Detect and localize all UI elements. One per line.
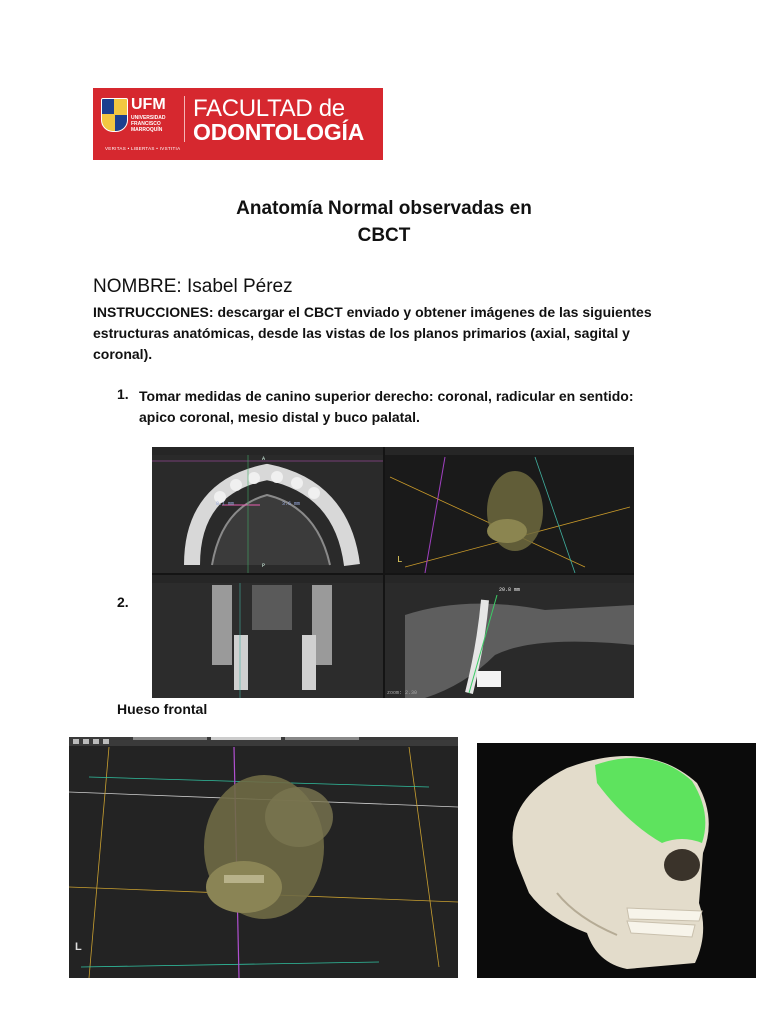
axial-measurement-label: 3.6 mm (282, 501, 301, 507)
faculty-logo-banner (93, 88, 383, 160)
coronal-view-panel (152, 575, 383, 698)
item-number: 1. (117, 386, 129, 402)
document-title-line1: Anatomía Normal observadas en (236, 198, 532, 219)
volume-render-image (385, 447, 634, 573)
orientation-marker: P (262, 563, 266, 569)
logo-motto: VERITAS • LIBERTAS • IVSTITIA (105, 146, 181, 151)
logo-university-line: MARROQUÍN (131, 127, 163, 133)
coronal-slice-image (152, 575, 383, 698)
sagittal-measurement-label: 20.8 mm (499, 587, 521, 593)
zoom-readout: zoom: 2.30 (387, 690, 418, 696)
instructions-label: INSTRUCCIONES: (93, 304, 214, 320)
name-value: Isabel Pérez (186, 276, 293, 297)
skull-frontal-bone-illustration (477, 743, 756, 978)
orientation-marker: L (75, 941, 82, 953)
axial-slice-image (152, 447, 383, 573)
item-text: Tomar medidas de canino superior derecho: coronal, radicular en sentido: apico coronal, mesio distal y buco palatal. (139, 388, 634, 425)
cbct-multiplanar-figure (152, 447, 634, 698)
logo-university-line: UNIVERSIDAD (131, 115, 166, 121)
logo-university-line: FRANCISCO (131, 121, 161, 127)
orientation-marker: A (262, 456, 266, 462)
item-number: 2. (117, 594, 129, 610)
sagittal-slice-image (385, 575, 634, 698)
volume-render-panel (385, 447, 634, 573)
orientation-marker: L (397, 555, 403, 565)
logo-faculty-line2: ODONTOLOGÍA (193, 119, 365, 145)
university-crest-icon (101, 98, 128, 132)
instructions-paragraph (93, 302, 653, 365)
axial-measurement-label: 8.1 mm (216, 501, 235, 507)
axial-view-panel (152, 447, 383, 573)
name-label: NOMBRE: (93, 276, 182, 297)
frontal-bone-volume-render (69, 737, 458, 978)
student-name-line (93, 276, 293, 298)
section-label: Hueso frontal (117, 701, 208, 717)
instructions-text: descargar el CBCT enviado y obtener imágenes de las siguientes estructuras anatómicas, desde las vistas de los planos primarios (axial, sagital y coronal). (93, 304, 652, 362)
document-title-line2: CBCT (357, 225, 411, 246)
logo-faculty-line1: FACULTAD de (193, 95, 345, 122)
logo-divider (184, 96, 185, 142)
sagittal-view-panel (385, 575, 634, 698)
logo-brand: UFM (131, 96, 166, 113)
